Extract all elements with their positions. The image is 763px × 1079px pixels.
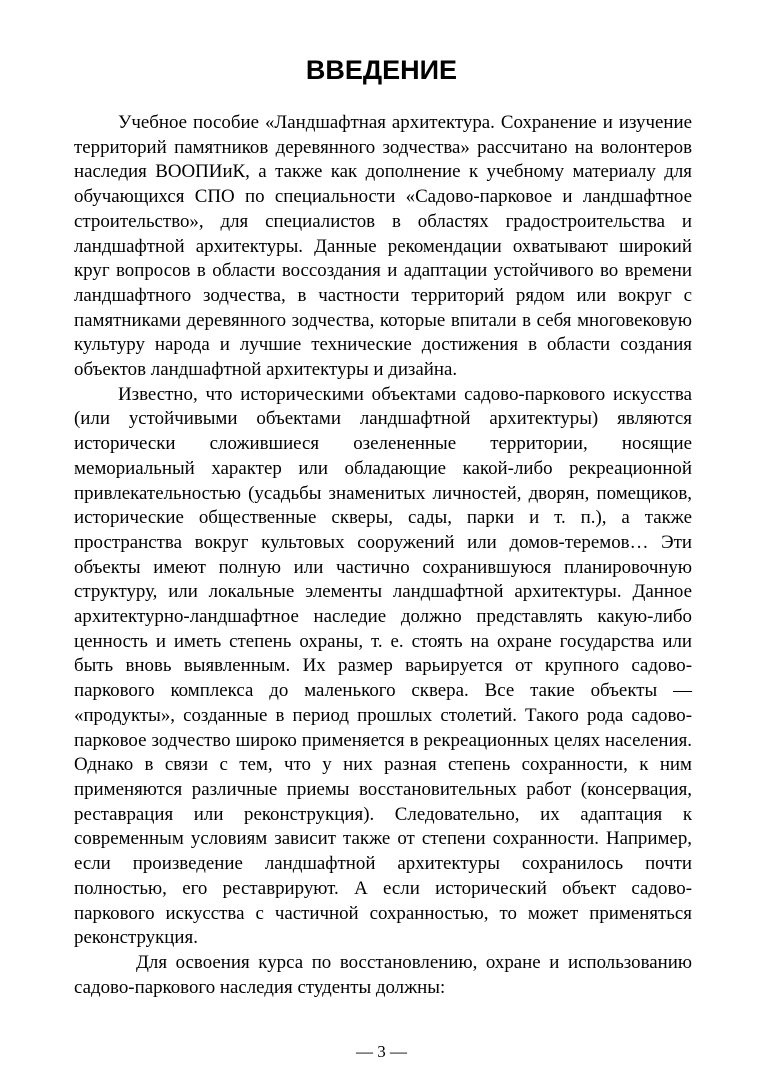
page-number: — 3 —	[356, 1042, 407, 1061]
body-text	[74, 111, 692, 1000]
paragraph-heritage: Известно, что историческими объектами садово-паркового искусства (или устойчивыми объектами ландшафтной архитектуры) являются исторически сложившиеся озелененные территории, носящие мемориальный характер или обладающие какой-либо рекреационной привлекательностью (усадьбы знаменитых личностей, дворян, помещиков, исторические общественные скверы, сады, парки и т. п.), а также пространства вокруг культовых сооружений или домов-теремов… Эти объекты имеют полную или частично сохранившуюся планировочную структуру, или локальные элементы ландшафтной архитектуры. Данное архитектурно-ландшафтное наследие должно представлять какую-либо ценность и иметь степень охраны, т. е. стоять на охране государства или быть вновь выявленным. Их размер варьируется от крупного садово-паркового комплекса до маленького сквера. Все такие объекты — «продукты», созданные в период прошлых столетий. Такого рода садово-парковое зодчество широко применяется в рекреационных целях населения. Однако в связи с тем, что у них разная степень сохранности, к ним применяются различные приемы восстановительных работ (консервация, реставрация или реконструкция). Следовательно, их адаптация к современным условиям зависит также от степени сохранности. Например, если произведение ландшафтной архитектуры сохранилось почти полностью, его реставрируют. А если исторический объект садово-паркового искусства с частичной сохранностью, то может применяться реконструкция.	[74, 383, 692, 949]
paragraph-intro: Учебное пособие «Ландшафтная архитектура. Сохранение и изучение территорий памятников деревянного зодчества» рассчитано на волонтеров наследия ВООПИиК, а также как дополнение к учебному материалу для обучающихся СПО по специальности «Садово-парковое и ландшафтное строительство», для специалистов в областях градостроительства и ландшафтной архитектуры. Данные рекомендации охватывают широкий круг вопросов в области воссоздания и адаптации устойчивого во времени ландшафтного зодчества, в частности территорий рядом или вокруг с памятниками деревянного зодчества, которые впитали в себя многовековую культуру народа и лучшие технические достижения в области создания объектов ландшафтной архитектуры и дизайна.	[74, 112, 692, 381]
paragraph-course: Для освоения курса по восстановлению, охране и использованию садово-паркового наследия студенты должны:	[74, 951, 692, 998]
page-title: ВВЕДЕНИЕ	[305, 55, 458, 85]
